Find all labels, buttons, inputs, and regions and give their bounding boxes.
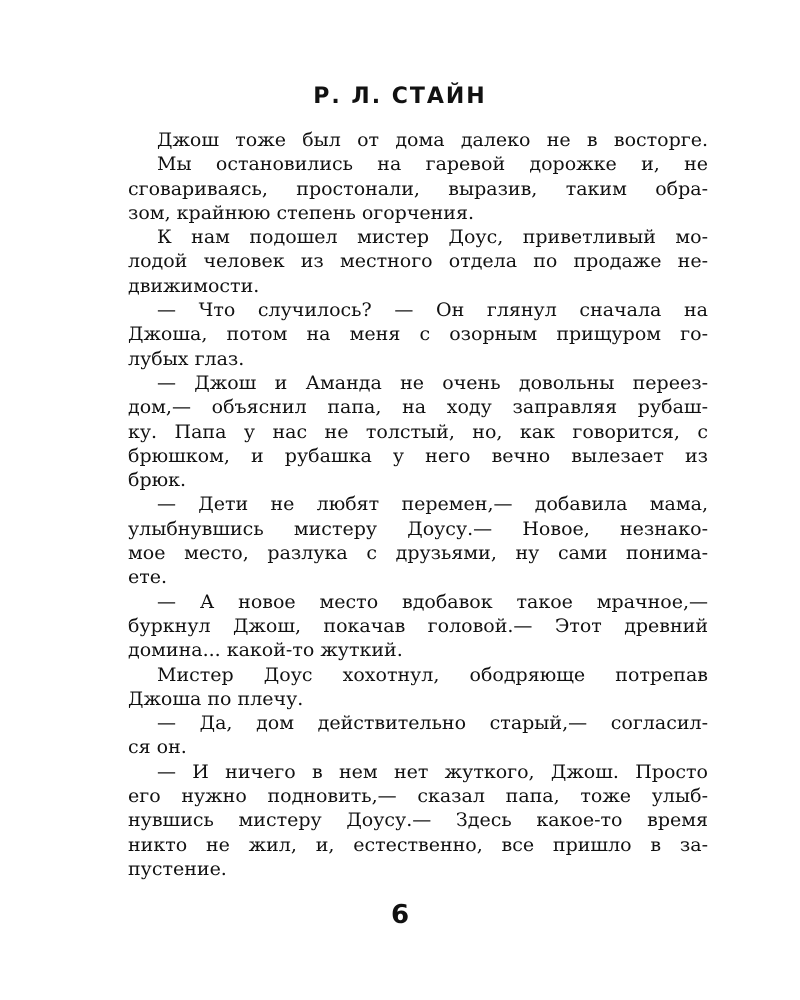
text-line: Джош тоже был от дома далеко не в восторге. bbox=[157, 129, 708, 151]
text-line: домина... какой-то жуткий. bbox=[128, 639, 403, 662]
text-line: буркнул Джош, покачав головой.— Этот древний bbox=[128, 614, 708, 637]
text-line: ете. bbox=[128, 566, 168, 589]
body-text bbox=[128, 128, 708, 881]
text-line: лодой человек из местного отдела по продаже не- bbox=[128, 250, 708, 273]
text-line: Джоша, потом на меня с озорным прищуром го- bbox=[128, 323, 708, 346]
text-line: — Джош и Аманда не очень довольны переез- bbox=[157, 371, 708, 394]
text-line: ку. Папа у нас не толстый, но, как говорится, с bbox=[128, 420, 708, 443]
text-line: сговариваясь, простонали, выразив, таким обра- bbox=[128, 177, 708, 200]
text-line: — Что случилось? — Он глянул сначала на bbox=[157, 299, 708, 322]
text-line: брюшком, и рубашка у него вечно вылезает из bbox=[128, 444, 708, 467]
text-line: — Дети не любят перемен,— добавила мама, bbox=[157, 493, 708, 516]
text-line: никто не жил, и, естественно, все пришло в за- bbox=[128, 833, 708, 856]
text-line: дом,— объяснил папа, на ходу заправляя рубаш- bbox=[128, 396, 708, 419]
text-line: Джоша по плечу. bbox=[128, 687, 304, 710]
text-line: движимости. bbox=[128, 274, 260, 297]
text-line: его нужно подновить,— сказал папа, тоже улыб- bbox=[128, 785, 708, 808]
text-line: К нам подошел мистер Доус, приветливый мо- bbox=[157, 226, 708, 249]
text-line: ся он. bbox=[128, 736, 187, 759]
text-line: — И ничего в нем нет жуткого, Джош. Просто bbox=[157, 760, 708, 783]
text-line: — Да, дом действительно старый,— согласил- bbox=[157, 712, 708, 735]
text-line: мое место, разлука с друзьями, ну сами понима- bbox=[128, 542, 708, 565]
text-line: лубых глаз. bbox=[128, 347, 245, 370]
text-line: Мы остановились на гаревой дорожке и, не bbox=[157, 153, 708, 176]
running-head-author: Р. Л. СТАЙН bbox=[313, 84, 487, 109]
text-line: Мистер Доус хохотнул, ободряюще потрепав bbox=[157, 663, 708, 686]
page-number: 6 bbox=[390, 900, 410, 930]
text-line: нувшись мистеру Доусу.— Здесь какое-то время bbox=[128, 809, 708, 832]
text-line: пустение. bbox=[128, 857, 227, 880]
text-line: улыбнувшись мистеру Доусу.— Новое, незнако- bbox=[128, 517, 708, 540]
text-line: зом, крайнюю степень огорчения. bbox=[128, 201, 474, 224]
text-line: брюк. bbox=[128, 469, 187, 492]
text-line: — А новое место вдобавок такое мрачное,— bbox=[157, 590, 708, 613]
